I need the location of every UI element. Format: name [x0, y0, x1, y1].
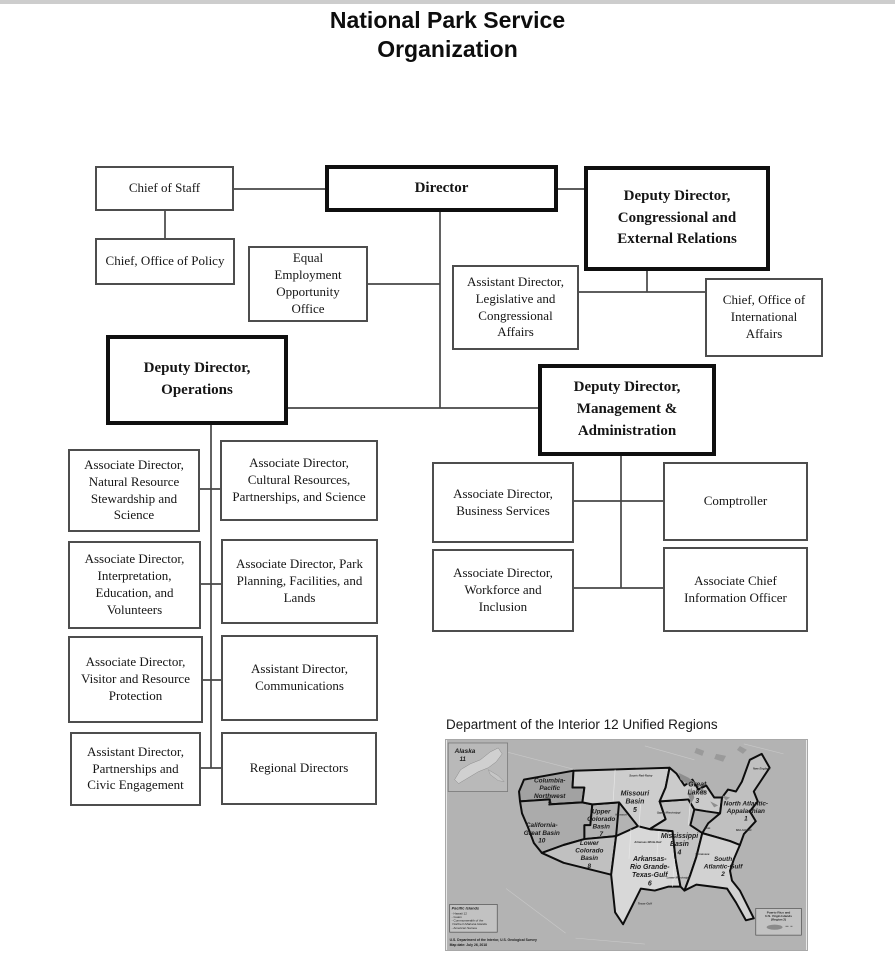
org-node-ad-visitor-resource-protection: Associate Director, Visitor and Resource Protection: [68, 636, 203, 723]
sub-label-lower-mississippi: Lower Mississippi: [666, 875, 691, 880]
sub-label-tennessee: Tennessee: [695, 851, 710, 856]
puerto-rico-island: [767, 925, 783, 930]
org-node-ad-natural-resource-stewardship-science: Associate Director, Natural Resource Stewardship and Science: [68, 449, 200, 532]
org-node-deputy-director-management-administration: Deputy Director, Management & Administration: [538, 364, 716, 456]
org-node-ad-park-planning-facilities-lands: Associate Director, Park Planning, Facilities, and Lands: [221, 539, 378, 624]
sub-label-souris-red-rainy: Souris-Red-Rainy: [629, 773, 653, 778]
sub-label-new-england: New England: [753, 766, 771, 771]
org-node-assistant-director-legislative-congressional-affairs: Assistant Director, Legislative and Congressional Affairs: [452, 265, 579, 350]
org-node-chief-of-staff: Chief of Staff: [95, 166, 234, 211]
org-node-chief-office-of-policy: Chief, Office of Policy: [95, 238, 235, 285]
org-node-deputy-director-congressional-external-relations: Deputy Director, Congressional and External Relations: [584, 166, 770, 271]
pacific-islands-title: Pacific Islands: [451, 905, 480, 911]
org-node-assistant-director-partnerships-civic-engagement: Assistant Director, Partnerships and Civic Engagement: [70, 732, 201, 806]
map-credit-line1: U.S. Department of the Interior, U.S. Geological Survey: [449, 938, 537, 943]
sub-label-missouri: Missouri: [615, 812, 627, 817]
org-node-regional-directors: Regional Directors: [221, 732, 377, 805]
org-node-ad-cultural-resources-partnerships-science: Associate Director, Cultural Resources, Partnerships, and Science: [220, 440, 378, 521]
sub-label-upper-mississippi: Upper Mississippi: [656, 810, 681, 815]
org-node-ad-interpretation-education-volunteers: Associate Director, Interpretation, Education, and Volunteers: [68, 541, 201, 629]
page-title-line1: National Park Service: [329, 7, 566, 33]
alaska-number: 11: [459, 756, 466, 763]
region-label-great-lakes: Great Lakes 3: [687, 781, 708, 805]
region-label-arkansas-rio-grande-texas-gulf: Arkansas-Rio Grande-Texas-Gulf 6: [629, 855, 670, 888]
regions-map-svg: [446, 740, 807, 950]
region-label-upper-colorado-basin: Upper Colorado Basin 7: [587, 808, 616, 839]
map-caption: Department of the Interior 12 Unified Regions: [446, 717, 718, 732]
page-title-line2: Organization: [377, 36, 518, 62]
region-label-columbia-pacific-northwest: Columbia-Pacific Northwest 9: [534, 777, 566, 808]
region-label-lower-colorado-basin: Lower Colorado Basin 8: [575, 840, 604, 870]
region-label-missouri-basin: Missouri Basin 5: [620, 790, 650, 814]
sub-label-texas-gulf: Texas-Gulf: [637, 901, 652, 906]
alaska-label: Alaska: [454, 747, 476, 755]
pacific-islands-list: - Hawaii 12 - Guam - Commonwealth of the Northern Mariana Islands - American Samoa: [451, 911, 487, 930]
sub-label-mid-atlantic: Mid-Atlantic: [735, 828, 752, 833]
sub-label-ohio: Ohio: [704, 826, 711, 831]
region-label-south-atlantic-gulf: South Atlantic-Gulf 2: [703, 855, 743, 879]
org-node-assistant-director-communications: Assistant Director, Communications: [221, 635, 378, 721]
sub-label-arkansas-white-red: Arkansas-White-Red: [634, 840, 662, 845]
org-node-deputy-director-operations: Deputy Director, Operations: [106, 335, 288, 425]
map-credit-line2: Map date: July 26, 2018: [449, 943, 488, 948]
alaska-inset: [448, 743, 507, 792]
org-node-ad-workforce-inclusion: Associate Director, Workforce and Inclusion: [432, 549, 574, 632]
puerto-rico-label: Puerto Rico and U.S. Virgin Islands (Region 2): [765, 910, 792, 922]
pacific-islands-legend: [450, 904, 498, 932]
puerto-rico-inset: [756, 908, 802, 935]
region-label-california-great-basin: California-Great Basin 10: [523, 822, 560, 845]
org-node-chief-office-international-affairs: Chief, Office of International Affairs: [705, 278, 823, 357]
org-node-comptroller: Comptroller: [663, 462, 808, 541]
unified-regions-map: [445, 739, 808, 951]
region-label-mississippi-basin: Mississippi Basin 4: [660, 833, 699, 857]
org-node-equal-employment-opportunity-office: Equal Employment Opportunity Office: [248, 246, 368, 322]
org-node-ad-business-services: Associate Director, Business Services: [432, 462, 574, 543]
org-node-director: Director: [325, 165, 558, 212]
region-label-north-atlantic-appalachian: North Atlantic-Appalachian 1: [723, 800, 769, 823]
org-node-associate-chief-information-officer: Associate Chief Information Officer: [663, 547, 808, 632]
